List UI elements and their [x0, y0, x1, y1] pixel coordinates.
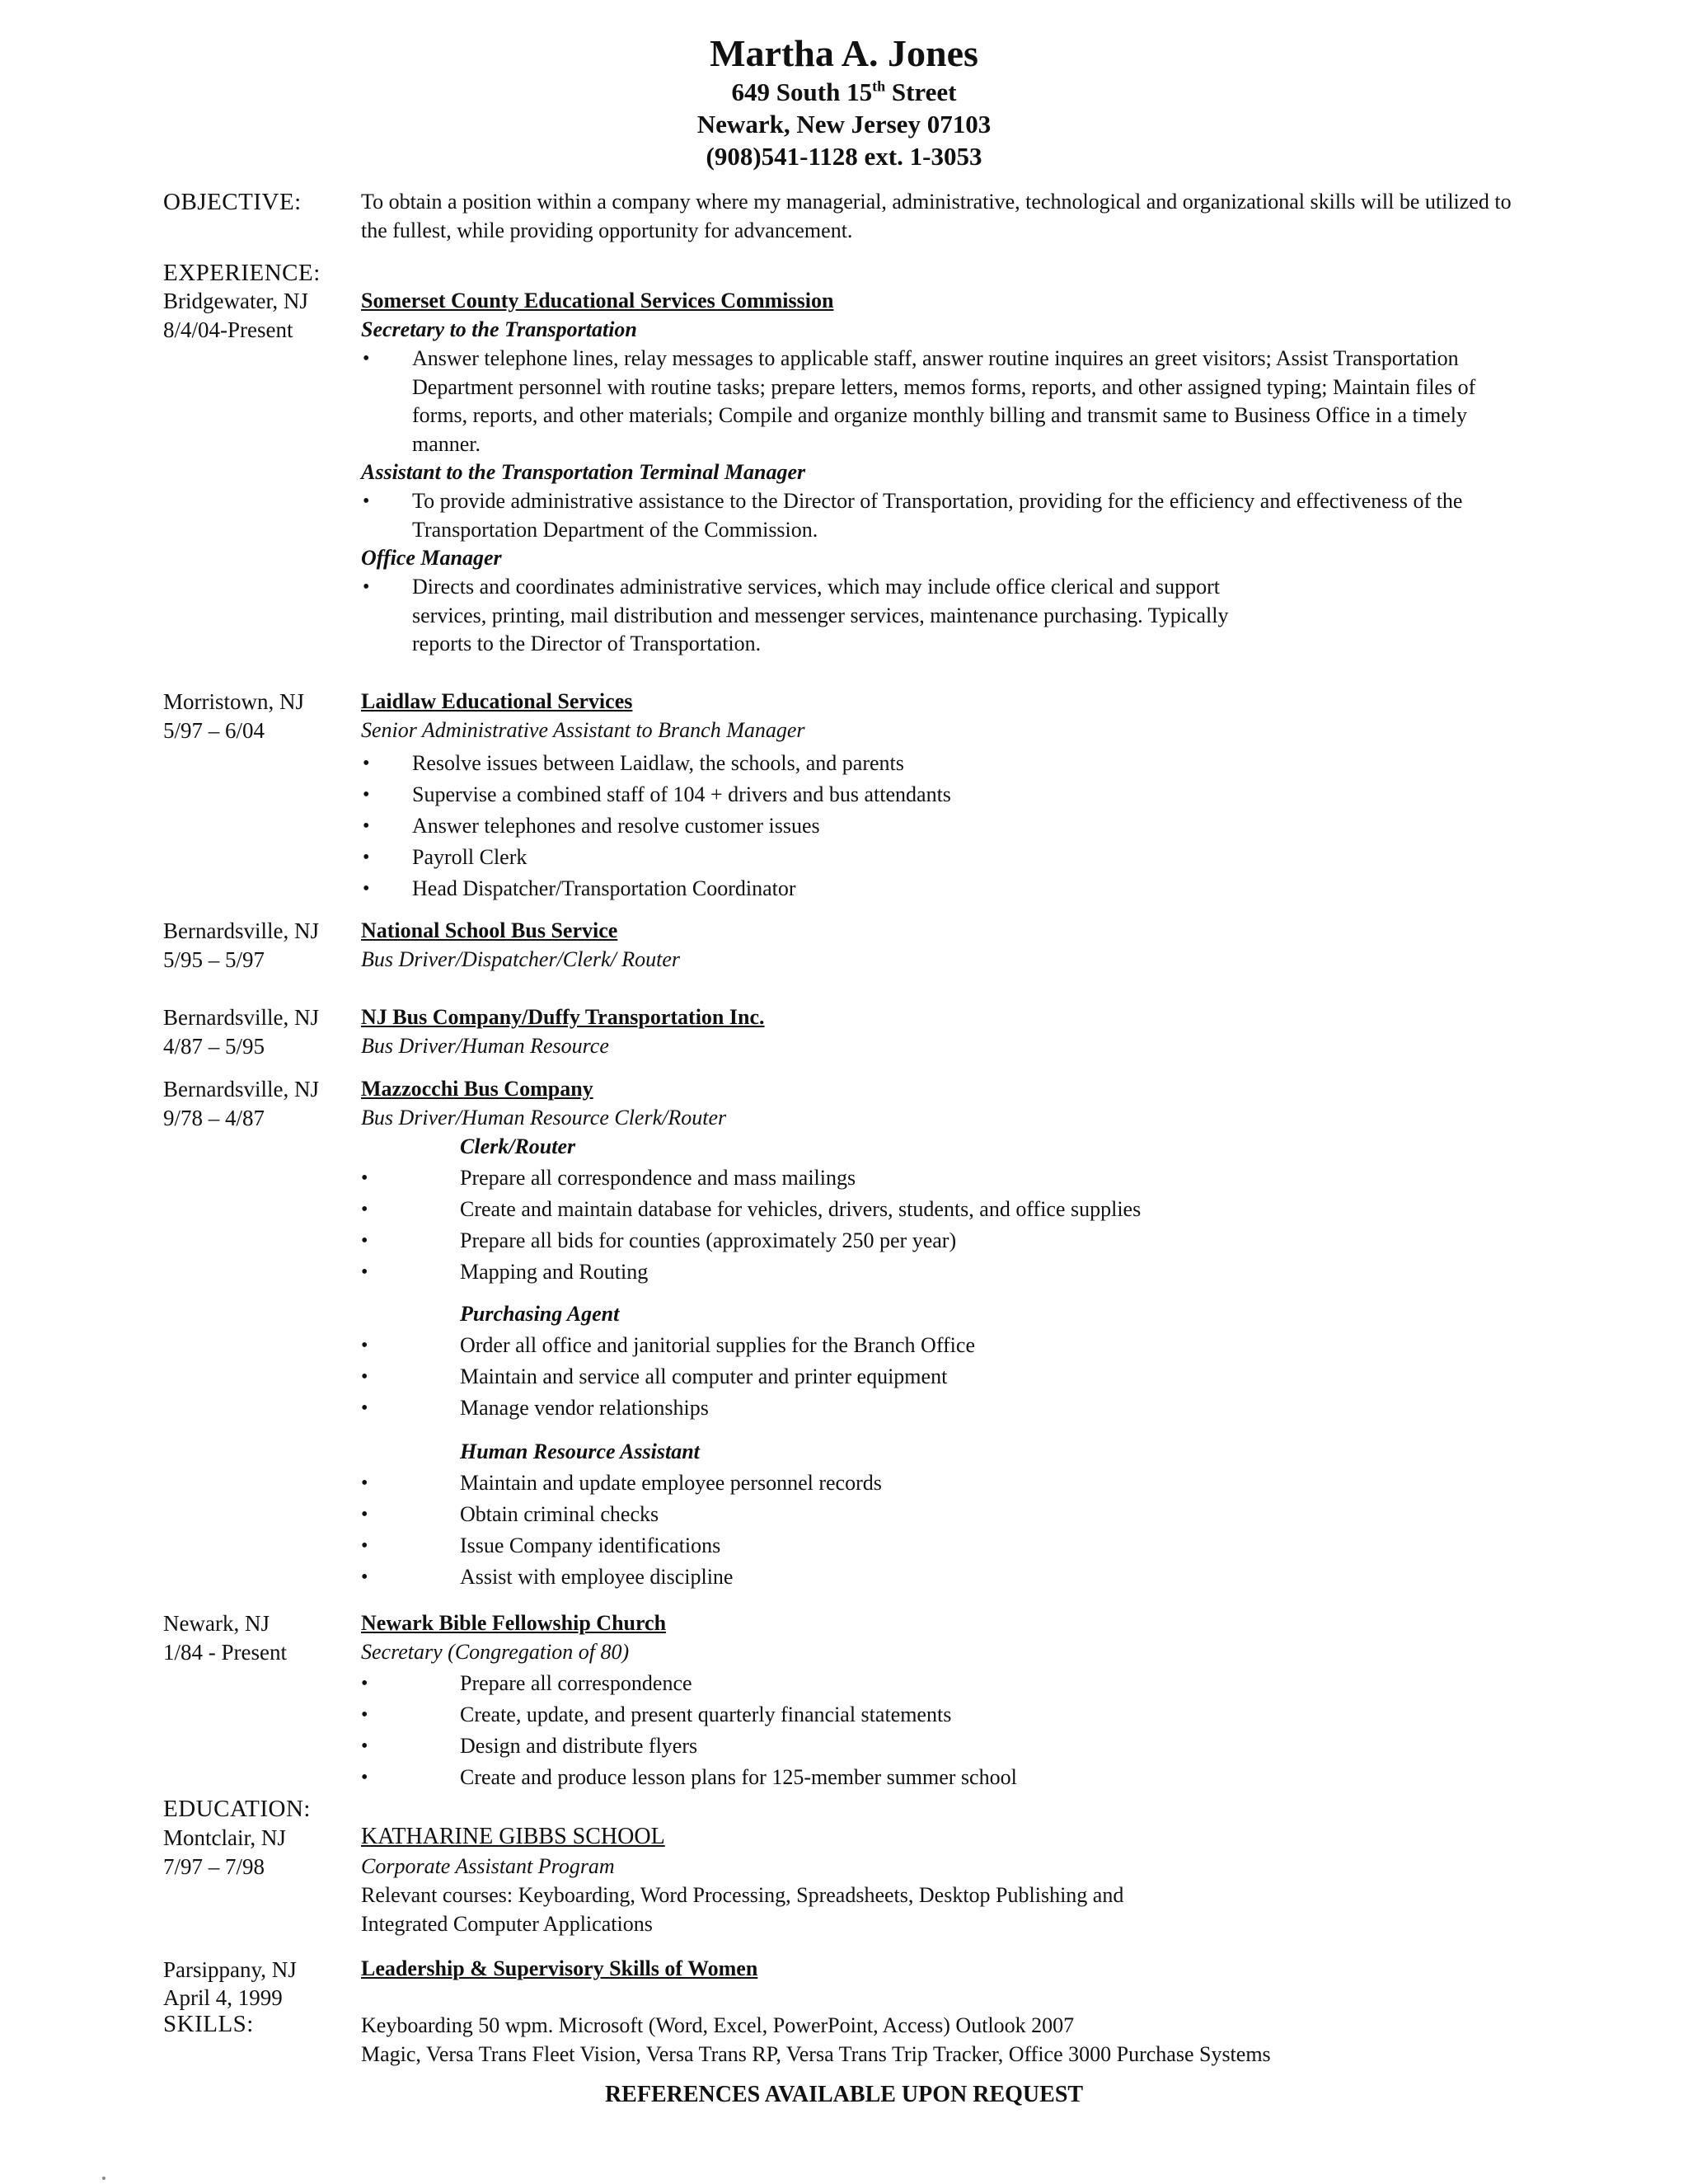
job-dates: 1/84 - Present	[163, 1640, 287, 1665]
job-dates: 4/87 – 5/95	[163, 1034, 265, 1059]
list-item	[361, 1162, 1531, 1194]
list-item	[363, 573, 1253, 659]
objective-heading: OBJECTIVE:	[163, 189, 302, 215]
list-item	[363, 487, 1508, 544]
job-title: Secretary to the Transportation	[361, 317, 637, 341]
list-item-text: Mapping and Routing	[460, 1260, 649, 1284]
list-item-text: Assist with employee discipline	[460, 1565, 734, 1589]
duties-list	[361, 1162, 1531, 1288]
list-item	[363, 810, 1508, 842]
bullet-icon: •	[363, 847, 370, 868]
list-item	[361, 1361, 1531, 1393]
role-subheading: Human Resource Assistant	[460, 1440, 700, 1463]
list-item	[361, 1762, 1531, 1793]
job-title: Bus Driver/Dispatcher/Clerk/ Router	[361, 947, 681, 971]
list-item-text: Answer telephone lines, relay messages to applicable staff, answer routine inquires an greet visitors; Assist Transportation Department personnel with routine tasks; prepare letters, memos forms, reports, and other assigned typing; Maintain files of forms, reports, and other materials; Compile and organize monthly billing and transmit same to Business Office in a timely manner.	[412, 346, 1476, 456]
list-item-text: Prepare all correspondence and mass mailings	[460, 1166, 856, 1190]
applicant-name: Martha A. Jones	[710, 32, 978, 74]
list-item-text: Create and produce lesson plans for 125-member summer school	[460, 1765, 1017, 1789]
list-item	[361, 1668, 1531, 1699]
list-item-text: Resolve issues between Laidlaw, the schools, and parents	[412, 751, 904, 775]
list-item	[363, 779, 1508, 810]
street-address	[0, 77, 1688, 107]
course-location: Parsippany, NJ	[163, 1957, 297, 1982]
bullet-icon: •	[363, 815, 370, 837]
list-item	[363, 842, 1508, 873]
bullet-icon: •	[363, 491, 370, 512]
list-item-text: To provide administrative assistance to the Director of Transportation, providing for the efficiency and effectiveness of the Transportation Department of the Commission.	[412, 489, 1463, 542]
job-location: Newark, NJ	[163, 1611, 270, 1636]
list-item	[361, 1194, 1531, 1225]
bullet-icon: •	[361, 1673, 368, 1694]
job-location: Bernardsville, NJ	[163, 918, 319, 943]
company-name: National School Bus Service	[361, 918, 618, 942]
job-title: Secretary (Congregation of 80)	[361, 1640, 630, 1664]
program-name: Corporate Assistant Program	[361, 1854, 615, 1878]
duties-list	[363, 487, 1508, 544]
list-item-text: Order all office and janitorial supplies for the Branch Office	[460, 1333, 975, 1357]
school-dates: 7/97 – 7/98	[163, 1854, 265, 1879]
company-name: NJ Bus Company/Duffy Transportation Inc.	[361, 1005, 765, 1029]
bullet-icon: •	[361, 1535, 368, 1557]
list-item-text: Create and maintain database for vehicles, drivers, students, and office supplies	[460, 1197, 1142, 1221]
job-title: Bus Driver/Human Resource	[361, 1034, 609, 1058]
list-item	[363, 748, 1508, 779]
list-item-text: Manage vendor relationships	[460, 1396, 709, 1420]
experience-heading: EXPERIENCE:	[163, 260, 321, 286]
list-item-text: Create, update, and present quarterly financial statements	[460, 1703, 952, 1726]
bullet-icon: •	[361, 1397, 368, 1419]
bullet-icon: •	[363, 348, 370, 369]
role-subheading: Purchasing Agent	[460, 1302, 620, 1326]
bullet-icon: •	[361, 1261, 368, 1283]
list-item-text: Design and distribute flyers	[460, 1734, 698, 1758]
job-location: Morristown, NJ	[163, 689, 305, 714]
bullet-icon: •	[363, 878, 370, 899]
list-item	[363, 873, 1508, 904]
bullet-icon: •	[363, 784, 370, 805]
company-name: Laidlaw Educational Services	[361, 689, 633, 713]
bullet-icon: •	[361, 1704, 368, 1726]
bullet-icon: •	[361, 1167, 368, 1189]
list-item	[361, 1499, 1531, 1530]
references-note: REFERENCES AVAILABLE UPON REQUEST	[604, 2082, 1084, 2107]
list-item	[363, 345, 1508, 458]
bullet-icon: •	[361, 1366, 368, 1388]
school-name: KATHARINE GIBBS SCHOOL	[361, 1824, 665, 1849]
list-item-text: Prepare all correspondence	[460, 1671, 692, 1695]
skills-text: Magic, Versa Trans Fleet Vision, Versa Trans RP, Versa Trans Trip Tracker, Office 3000 Purchase Systems	[361, 2042, 1271, 2066]
bullet-icon: •	[363, 576, 370, 598]
list-item	[361, 1225, 1531, 1256]
company-name: Mazzocchi Bus Company	[361, 1077, 593, 1101]
course-date: April 4, 1999	[163, 1985, 283, 2010]
job-dates: 9/78 – 4/87	[163, 1106, 265, 1130]
street-address-name: Street	[885, 77, 957, 106]
list-item	[361, 1562, 1531, 1593]
skills-heading: SKILLS:	[163, 2011, 254, 2037]
role-subheading: Clerk/Router	[460, 1134, 576, 1158]
company-name: Somerset County Educational Services Commission	[361, 289, 834, 312]
list-item-text: Issue Company identifications	[460, 1533, 721, 1557]
job-dates: 8/4/04-Present	[163, 317, 293, 342]
list-item-text: Maintain and update employee personnel records	[460, 1471, 882, 1495]
list-item	[361, 1330, 1531, 1361]
job-location: Bernardsville, NJ	[163, 1005, 319, 1030]
list-item	[361, 1530, 1531, 1562]
bullet-icon: •	[361, 1472, 368, 1494]
street-address-number: 649 South 15	[731, 77, 873, 106]
job-dates: 5/97 – 6/04	[163, 718, 265, 743]
skills-text: Keyboarding 50 wpm. Microsoft (Word, Excel, PowerPoint, Access) Outlook 2007	[361, 2013, 1075, 2037]
list-item-text: Answer telephones and resolve customer issues	[412, 814, 820, 838]
duties-list	[361, 1468, 1531, 1593]
job-dates: 5/95 – 5/97	[163, 947, 265, 972]
course-details: Integrated Computer Applications	[361, 1912, 653, 1936]
bullet-icon: •	[361, 1767, 368, 1788]
list-item-text: Directs and coordinates administrative services, which may include office clerical and support services, printing, mail distribution and messenger services, maintenance purchasing. Typically reports to the Director of Transportation.	[412, 575, 1229, 655]
duties-list	[363, 748, 1508, 904]
education-heading: EDUCATION:	[163, 1796, 311, 1822]
list-item-text: Maintain and service all computer and printer equipment	[460, 1364, 948, 1388]
list-item-text: Supervise a combined staff of 104 + drivers and bus attendants	[412, 782, 951, 806]
duties-list	[363, 573, 1253, 659]
phone-number: (908)541-1128 ext. 1-3053	[706, 142, 982, 171]
list-item	[361, 1256, 1531, 1288]
objective-text: To obtain a position within a company where my managerial, administrative, technological and organizational skills will be utilized to the fullest, while providing opportunity for advancement.	[361, 190, 1512, 242]
job-title: Senior Administrative Assistant to Branch Manager	[361, 718, 805, 742]
duties-list	[361, 1330, 1531, 1424]
list-item	[361, 1468, 1531, 1499]
job-title: Bus Driver/Human Resource Clerk/Router	[361, 1106, 727, 1130]
city-state-zip: Newark, New Jersey 07103	[696, 110, 992, 139]
job-location: Bernardsville, NJ	[163, 1077, 319, 1101]
list-item-text: Obtain criminal checks	[460, 1502, 659, 1526]
job-title: Assistant to the Transportation Terminal Manager	[361, 460, 806, 484]
list-item-text: Head Dispatcher/Transportation Coordinator	[412, 876, 796, 900]
duties-list	[363, 345, 1508, 458]
list-item	[361, 1731, 1531, 1762]
job-location: Bridgewater, NJ	[163, 289, 308, 313]
scan-speck	[102, 2177, 106, 2180]
list-item	[361, 1699, 1531, 1731]
job-title: Office Manager	[361, 546, 502, 570]
list-item-text: Prepare all bids for counties (approximately 250 per year)	[460, 1228, 957, 1252]
list-item-text: Payroll Clerk	[412, 845, 528, 869]
school-location: Montclair, NJ	[163, 1825, 286, 1850]
company-name: Newark Bible Fellowship Church	[361, 1611, 667, 1635]
course-details: Relevant courses: Keyboarding, Word Processing, Spreadsheets, Desktop Publishing and	[361, 1883, 1124, 1907]
bullet-icon: •	[361, 1199, 368, 1220]
course-name: Leadership & Supervisory Skills of Women	[361, 1956, 758, 1980]
bullet-icon: •	[361, 1335, 368, 1356]
bullet-icon: •	[363, 753, 370, 774]
street-address-suffix: th	[872, 77, 886, 95]
bullet-icon: •	[361, 1504, 368, 1525]
list-item	[361, 1393, 1531, 1424]
duties-list	[361, 1668, 1531, 1793]
bullet-icon: •	[361, 1566, 368, 1588]
bullet-icon: •	[361, 1230, 368, 1252]
bullet-icon: •	[361, 1735, 368, 1757]
